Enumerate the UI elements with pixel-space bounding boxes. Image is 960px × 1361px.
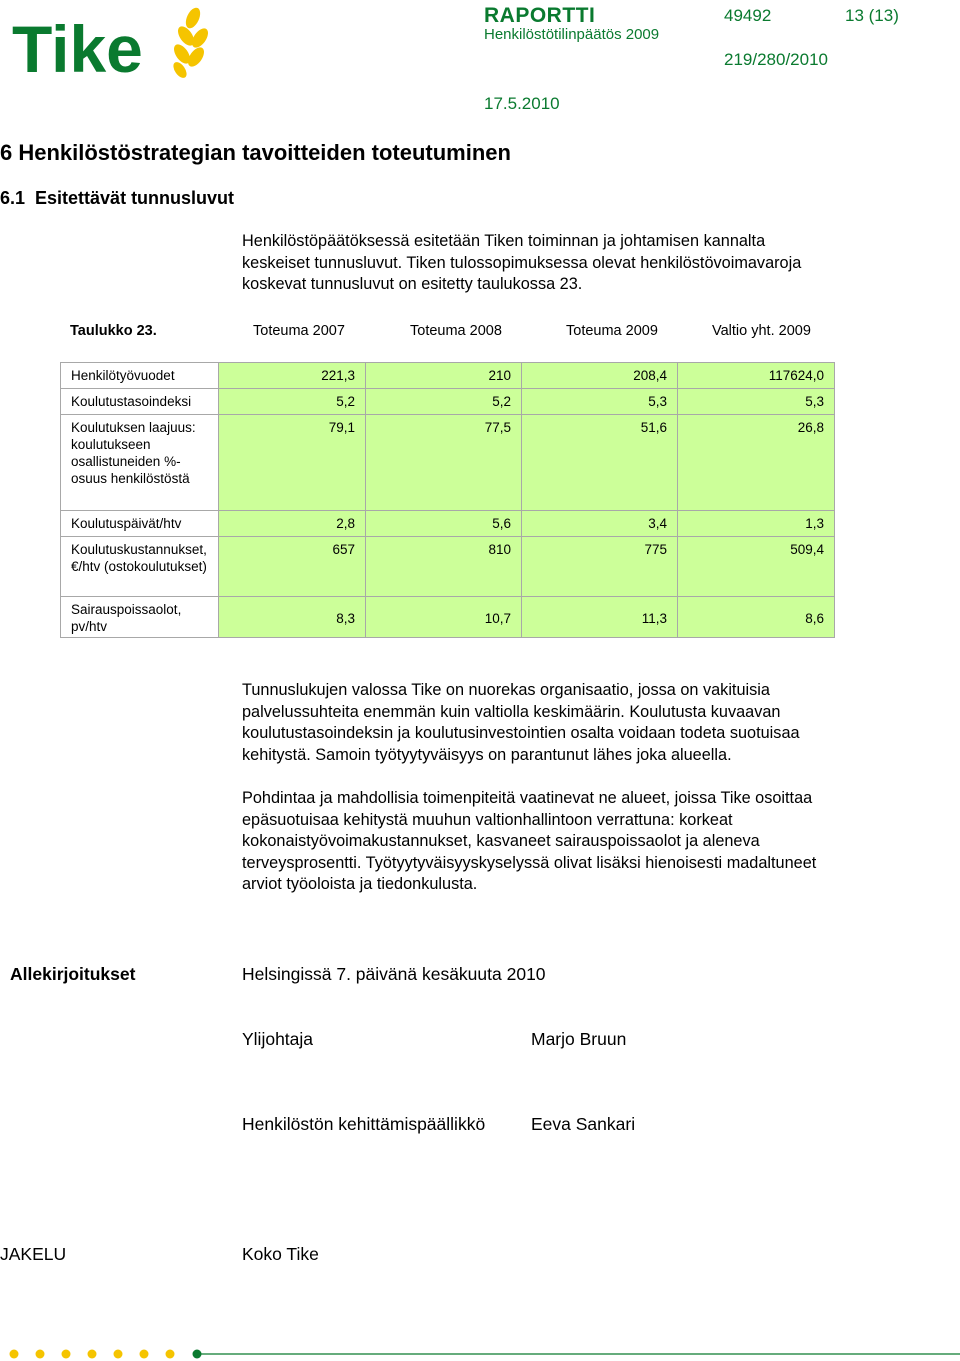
table-cell: 2,8 xyxy=(219,511,366,537)
place-date: Helsingissä 7. päivänä kesäkuuta 2010 xyxy=(242,964,546,984)
reference-number: 219/280/2010 xyxy=(724,50,828,69)
row-label: Koulutuksen laajuus: koulutukseen osallistuneiden %-osuus henkilöstöstä xyxy=(61,415,219,511)
text-line: Tunnuslukujen valossa Tike on nuorekas organisaatio, jossa on vakituisia xyxy=(242,681,770,699)
paragraph-1 xyxy=(242,680,942,766)
row-label: Sairauspoissaolot, pv/htv xyxy=(61,597,219,638)
column-header: Toteuma 2009 xyxy=(566,323,658,339)
row-label: Koulutuskustannukset, €/htv (ostokoulutukset) xyxy=(61,537,219,597)
report-date: 17.5.2010 xyxy=(484,94,560,113)
report-subtitle: Henkilöstötilinpäätös 2009 xyxy=(484,26,660,43)
table-cell: 3,4 xyxy=(522,511,678,537)
table-row xyxy=(61,511,835,537)
section-heading: 6 Henkilöstöstrategian tavoitteiden toteutuminen xyxy=(0,140,511,165)
table-row xyxy=(61,597,835,638)
signer-title: Henkilöstön kehittämispäällikkö xyxy=(242,1114,486,1134)
text-line: palvelussuhteita enemmän kuin valtiolla keskimäärin. Koulutusta kuvaavan xyxy=(242,702,781,721)
table-cell: 210 xyxy=(366,363,522,389)
dot-row-icon xyxy=(10,1350,175,1359)
intro-line: keskeiset tunnusluvut. Tiken tulossopimuksessa olevat henkilöstövoimavaroja xyxy=(242,253,802,272)
text-line: epäsuotuisaa kehitystä muuhun valtionhallintoon verrattuna: korkeat xyxy=(242,810,733,829)
row-label: Koulutustasoindeksi xyxy=(61,389,219,415)
wheat-icon xyxy=(171,5,210,80)
table-row xyxy=(61,537,835,597)
table-cell: 208,4 xyxy=(522,363,678,389)
text-line: arviot työoloista ja tiedonkulusta. xyxy=(242,875,478,893)
text-line: kokonaistyövoimakustannukset, kasvaneet sairauspoissaolot ja aleneva xyxy=(242,832,760,850)
table-cell: 79,1 xyxy=(219,415,366,511)
table-cell: 5,3 xyxy=(678,389,835,415)
table-row xyxy=(61,415,835,511)
table-cell: 775 xyxy=(522,537,678,597)
table-cell: 51,6 xyxy=(522,415,678,511)
intro-line: Henkilöstöpäätöksessä esitetään Tiken toiminnan ja johtamisen kannalta xyxy=(242,232,766,250)
column-header: Valtio yht. 2009 xyxy=(712,323,811,339)
text-line: Pohdintaa ja mahdollisia toimenpiteitä vaatinevat ne alueet, joissa Tike osoittaa xyxy=(242,789,813,807)
table-cell: 5,6 xyxy=(366,511,522,537)
table-cell: 5,3 xyxy=(522,389,678,415)
table-cell: 10,7 xyxy=(366,597,522,638)
text-line: koulutustasoindeksin ja koulutusinvestointien osalta voidaan todeta suotuisaa xyxy=(242,724,800,742)
table-cell: 221,3 xyxy=(219,363,366,389)
footer-decoration xyxy=(0,1345,960,1361)
paragraph-2 xyxy=(242,788,942,896)
table-cell: 8,6 xyxy=(678,597,835,638)
table-cell: 5,2 xyxy=(366,389,522,415)
logo-text: Tike xyxy=(12,12,143,82)
table-cell: 11,3 xyxy=(522,597,678,638)
distribution-value: Koko Tike xyxy=(242,1244,319,1264)
text-line: kehitystä. Samoin työtyytyväisyys on parantunut lähes joka alueella. xyxy=(242,745,732,764)
table-cell: 509,4 xyxy=(678,537,835,597)
subsection-heading: 6.1 Esitettävät tunnusluvut xyxy=(0,188,235,208)
row-label: Koulutuspäivät/htv xyxy=(61,511,219,537)
tike-logo xyxy=(10,2,210,82)
page-number: 13 (13) xyxy=(845,6,899,25)
column-header: Toteuma 2007 xyxy=(253,323,345,339)
table-cell: 657 xyxy=(219,537,366,597)
metrics-table xyxy=(60,362,835,638)
intro-paragraph xyxy=(242,231,942,296)
table-row xyxy=(61,363,835,389)
table-cell: 1,3 xyxy=(678,511,835,537)
table-cell: 26,8 xyxy=(678,415,835,511)
document-number: 49492 xyxy=(724,6,772,25)
table-cell: 117624,0 xyxy=(678,363,835,389)
column-header: Toteuma 2008 xyxy=(410,323,502,339)
signer-title: Ylijohtaja xyxy=(242,1029,314,1049)
table-cell: 810 xyxy=(366,537,522,597)
signer-name: Eeva Sankari xyxy=(531,1114,636,1134)
table-cell: 8,3 xyxy=(219,597,366,638)
signatures-label: Allekirjoitukset xyxy=(10,964,136,984)
table-caption: Taulukko 23. xyxy=(70,323,157,339)
text-line: terveysprosentti. Työtyytyväisyyskyselyssä olivat lisäksi hienoisesti madaltuneet xyxy=(242,853,817,872)
row-label: Henkilötyövuodet xyxy=(61,363,219,389)
table-row xyxy=(61,389,835,415)
distribution-label: JAKELU xyxy=(0,1244,67,1264)
table-cell: 5,2 xyxy=(219,389,366,415)
table-cell: 77,5 xyxy=(366,415,522,511)
report-title: RAPORTTI xyxy=(484,4,596,27)
signer-name: Marjo Bruun xyxy=(531,1029,627,1049)
intro-line: koskevat tunnusluvut on esitetty taulukossa 23. xyxy=(242,275,583,293)
